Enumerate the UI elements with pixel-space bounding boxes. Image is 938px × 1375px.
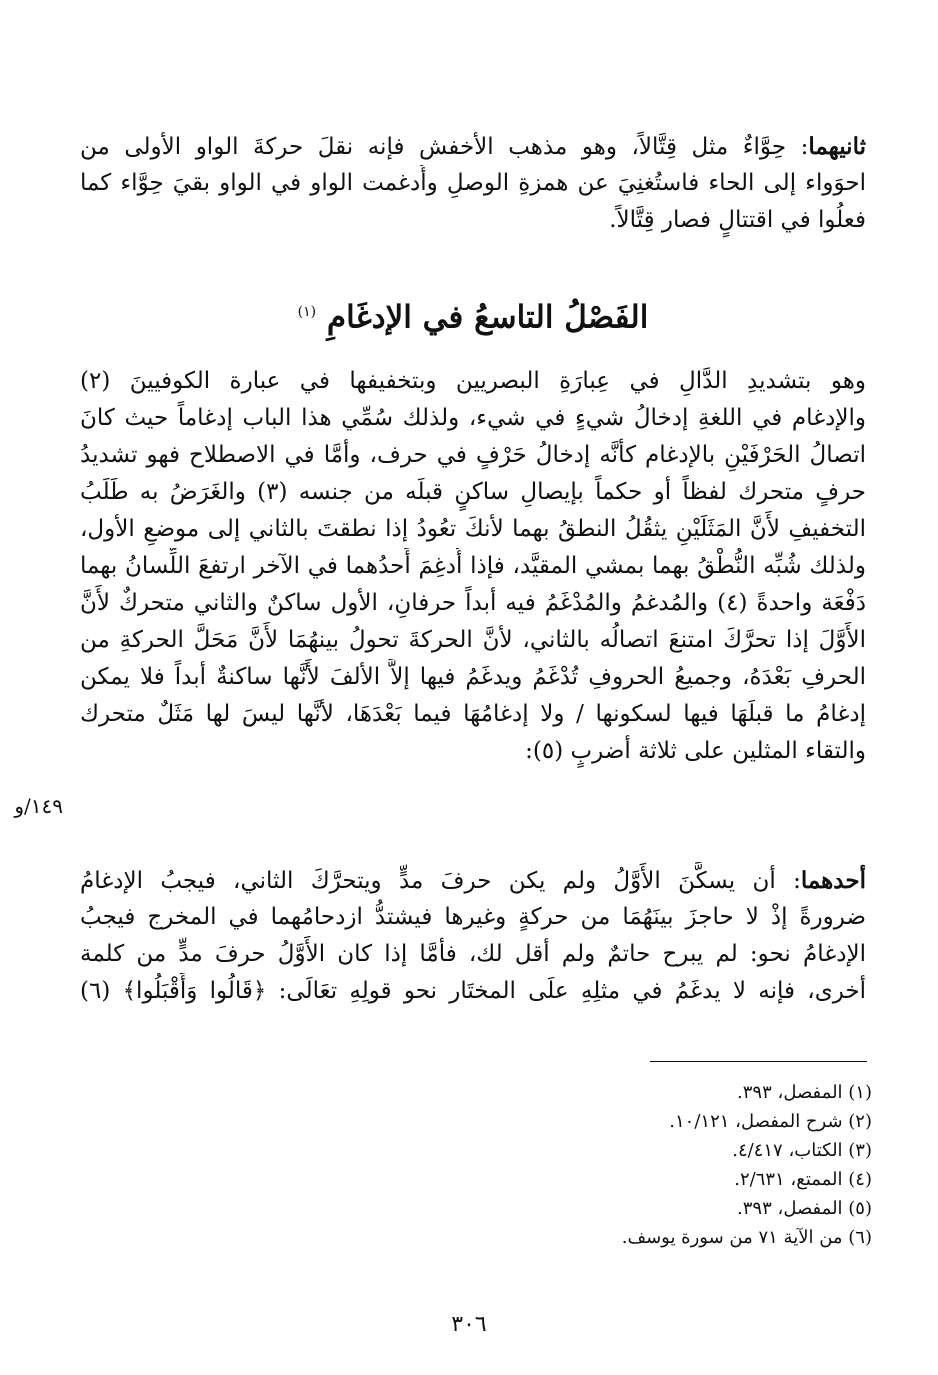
paragraph-2-line-2: والإدغام في اللغةِ إدخالُ شيءٍ في شيء، ولذلك سُمِّي هذا الباب إدغاماً حيث كانَ	[80, 405, 866, 431]
chapter-heading	[80, 288, 866, 341]
paragraph-2-line-6: ولذلك شُبِّه النُّطْقُ بهما بمشي المقيَّد، فإذا أُدغِمَ أَحدُهما في الآخر ارتفعَ اللِّسانُ بهما	[80, 553, 866, 579]
paragraph-1	[80, 128, 866, 239]
paragraph-2-line-9: الحرفِ بَعْدَهُ، وجميعُ الحروفِ تُدْغَمُ ويدغَمُ فيها إلاَّ الألفَ لأَنَّها ساكنةٌ أبداً فلا يمكن	[80, 664, 866, 690]
paragraph-3-line-3: الإدغامُ نحو: لم يبرح حاتمٌ ولم أقل لك، فأمَّا إذا كان الأَوَّلُ حرفَ مدٍّ من كلمة	[80, 941, 866, 967]
footnote-1: (١) المفصل، ٣٩٣.	[737, 1082, 872, 1103]
paragraph-2-line-4: حرفٍ متحرك لفظاً أو حكماً بإيصالِ ساكنٍ قبلَه من جنسه (٣) والغَرَضُ به طَلَبُ	[80, 479, 866, 505]
paragraph-lead-word: ثانيهما	[808, 133, 866, 160]
paragraph-3	[80, 862, 866, 1010]
paragraph-1-line-3: فعلُوا في اقتتالٍ فصار قِتَّالاً.	[609, 207, 866, 233]
paragraph-2-line-7: دَفْعَة واحدةً (٤) والمُدغمُ والمُدْغَمُ فيه أبداً حرفانِ، الأول ساكنٌ والثاني متحركٌ لأَنَّ	[80, 590, 866, 616]
footnote-3: (٣) الكتاب، ٤/٤١٧.	[732, 1140, 872, 1161]
paragraph-2	[80, 363, 866, 770]
paragraph-lead-word: أحدهما	[800, 867, 866, 894]
paragraph-2-line-5: التخفيفِ لأَنَّ المَثَلَيْنِ يثقُلُ النطقُ بهما لأنكَ تعُودُ إذا نطقتَ بالثاني إلى موضعِ الأول،	[80, 516, 866, 542]
paragraph-2-line-8: الأَوَّلَ إذا تحرَّكَ امتنعَ اتصالُه بالثاني، لأنَّ الحركةَ تحولُ بينهُمَا لأَنَّ مَحَلَّ الحركةِ من	[80, 627, 866, 653]
footnote-2: (٢) شرح المفصل، ١٠/١٢١.	[669, 1111, 872, 1132]
chapter-title: الفَصْلُ التاسعُ في الإدغَامِ	[326, 299, 649, 336]
paragraph-1-line-1: ثانيهما: حِوَّاءٌ مثل قِتَّالاً، وهو مذهب الأخفش فإنه نقلَ حركةَ الواو الأولى من	[80, 133, 866, 160]
paragraph-3-line-4: أخرى، فإنه لا يدغَمُ في مثلِهِ علَى المختَار نحو قولِهِ تعَالَى: ﴿قَالُوا وَأَقْبَلُوا﴾ (٦)	[80, 978, 866, 1004]
footnote-separator	[650, 1061, 867, 1062]
paragraph-2-line-3: اتصالُ الحَرْفَيْنِ بالإدغام كأنَّه إدخالُ حَرْفٍ في حرف، وأمَّا في الاصطلاح فهو تشديدُ	[80, 442, 866, 468]
footnote-5: (٥) المفصل، ٣٩٣.	[737, 1198, 872, 1219]
paragraph-2-line-10: إدغامُ ما قبلَهَا فيها لسكونها / ولا إدغامُهَا فيما بَعْدَهَا، لأنَّها ليسَ لها مَثَلٌ متحرك	[80, 701, 866, 727]
footnote-4: (٤) الممتع، ٢/٦٣١.	[734, 1169, 872, 1190]
manuscript-folio-note: ١٤٩/و	[14, 794, 63, 818]
paragraph-2-line-11: والتقاء المثلين على ثلاثة أضربٍ (٥):	[525, 738, 866, 764]
paragraph-2-line-1: وهو بتشديدِ الدَّالِ في عِبارَةِ البصريين وبتخفيفها في عبارة الكوفيينَ (٢)	[80, 368, 866, 394]
footnote-6: (٦) من الآية ٧١ من سورة يوسف.	[621, 1227, 872, 1248]
paragraph-3-line-1: أحدهما: أن يسكَّنَ الأَوَّلُ ولم يكن حرفَ مدٍّ ويتحرَّكَ الثاني، فيجبُ الإدغامُ	[80, 867, 866, 894]
page-number: ٣٠٦	[451, 1312, 487, 1337]
footnotes	[272, 1078, 872, 1252]
paragraph-1-line-2: احوَواء إلى الحاء فاستُغنِيَ عن همزةِ الوصلِ وأُدغمت الواو في الواو بقيَ حِوَّاء كما	[80, 170, 866, 196]
chapter-footnote-ref: (١)	[297, 304, 317, 320]
paragraph-3-line-2: ضرورةً إذْ لا حاجزَ بينَهُمَا من حركةٍ وغيرها فيشتدُّ ازدحامُهما في المخرج فيجبُ	[80, 904, 866, 930]
